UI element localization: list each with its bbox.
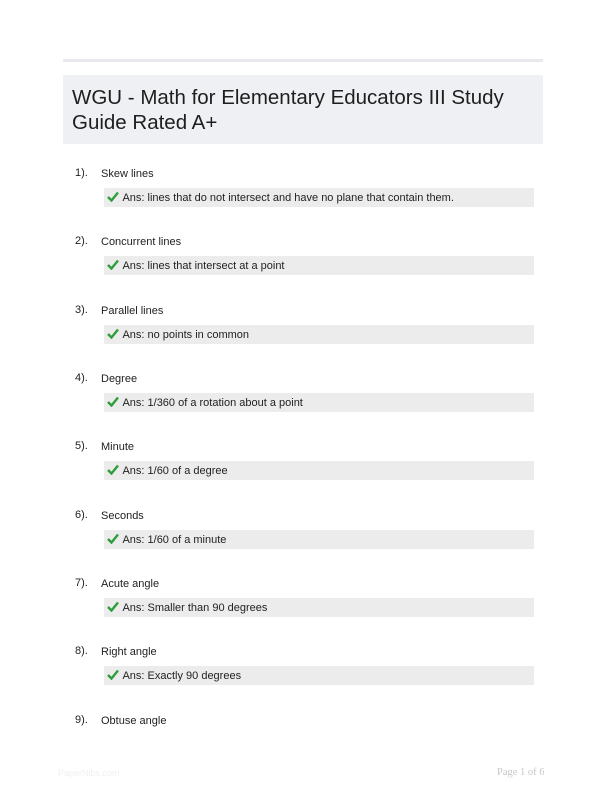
question-text: Concurrent lines xyxy=(101,236,182,248)
question-number: 3). xyxy=(75,304,88,316)
answer-box xyxy=(104,393,534,412)
checkmark-icon xyxy=(107,464,119,475)
question-text: Skew lines xyxy=(101,168,154,180)
checkmark-icon xyxy=(107,191,119,202)
question-number: 1). xyxy=(75,167,88,179)
question-number: 2). xyxy=(75,235,88,247)
question-number: 6). xyxy=(75,509,88,521)
question-number: 4). xyxy=(75,372,88,384)
qa-item-9 xyxy=(0,714,606,744)
question-number: 8). xyxy=(75,645,88,657)
checkmark-icon xyxy=(107,669,119,680)
checkmark-icon xyxy=(107,328,119,339)
answer-text: Ans: Smaller than 90 degrees xyxy=(122,602,268,614)
qa-item-6 xyxy=(0,509,606,569)
question-text: Parallel lines xyxy=(101,305,164,317)
checkmark-icon xyxy=(107,396,119,407)
checkmark-icon xyxy=(107,533,119,544)
answer-text: Ans: 1/360 of a rotation about a point xyxy=(122,397,303,409)
qa-item-3 xyxy=(0,304,606,364)
qa-item-2 xyxy=(0,235,606,295)
question-text: Acute angle xyxy=(101,578,160,590)
footer-watermark: PaperNibs.com xyxy=(58,768,120,778)
question-number: 9). xyxy=(75,714,88,726)
answer-text: Ans: 1/60 of a minute xyxy=(122,534,227,546)
page-indicator: Page 1 of 6 xyxy=(497,767,545,778)
question-number: 5). xyxy=(75,440,88,452)
qa-item-8 xyxy=(0,645,606,705)
qa-item-7 xyxy=(0,577,606,637)
question-text: Obtuse angle xyxy=(101,715,167,727)
answer-box xyxy=(104,666,534,685)
answer-text: Ans: lines that intersect at a point xyxy=(122,260,285,272)
question-number: 7). xyxy=(75,577,88,589)
answer-text: Ans: lines that do not intersect and have no plane that contain them. xyxy=(122,192,454,204)
question-text: Minute xyxy=(101,441,135,453)
answer-text: Ans: no points in common xyxy=(122,329,250,341)
header-divider xyxy=(63,59,543,62)
answer-text: Ans: 1/60 of a degree xyxy=(122,465,228,477)
answer-box xyxy=(104,598,534,617)
answer-box xyxy=(104,461,534,480)
checkmark-icon xyxy=(107,601,119,612)
answer-box xyxy=(104,188,534,207)
question-text: Degree xyxy=(101,373,138,385)
answer-box xyxy=(104,325,534,344)
checkmark-icon xyxy=(107,259,119,270)
title-banner xyxy=(63,75,543,144)
qa-item-4 xyxy=(0,372,606,432)
answer-text: Ans: Exactly 90 degrees xyxy=(122,670,242,682)
answer-box xyxy=(104,256,534,275)
document-title: WGU - Math for Elementary Educators III Study Guide Rated A+ xyxy=(72,86,504,134)
qa-item-5 xyxy=(0,440,606,500)
question-text: Seconds xyxy=(101,510,144,522)
answer-box xyxy=(104,530,534,549)
question-text: Right angle xyxy=(101,646,157,658)
qa-item-1 xyxy=(0,167,606,227)
